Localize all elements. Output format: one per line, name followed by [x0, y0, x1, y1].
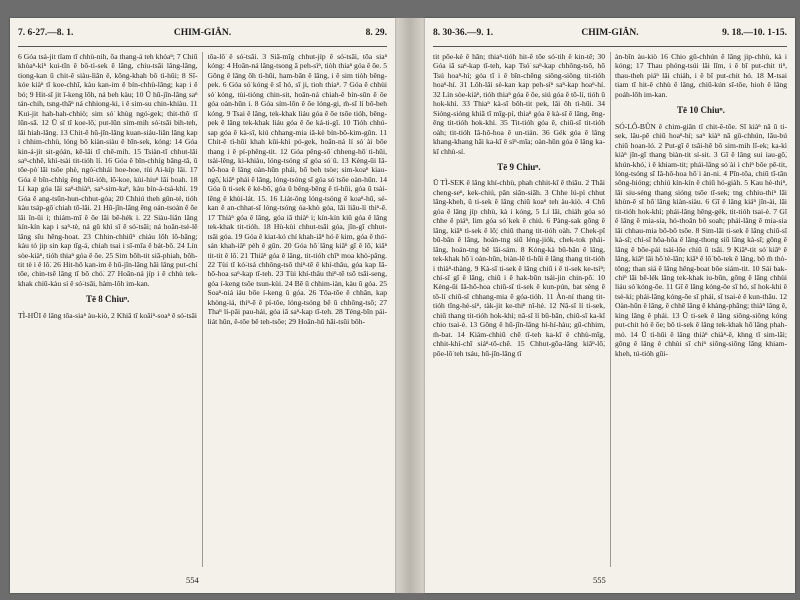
right-col1-text: tit pōe-kè ê hān; thiaⁿ-tióh hit-ê tōe só͘-tih ê kin-tē; 30 Góa iā saⁿ-kap tī-teh, kap Tsó͘ saⁿ-kap chhōng-tsō, hō͘ Tsú hoaⁿ-hí; góa tī i ê bīn-chêng siông-siông tit-tióh hoaⁿ-hí. 31 Lôh-lâi sè-kan kap peh-sìⁿ saⁿ-kap hoaⁿ-hí. 32 Lín sòe-kiàⁿ, tióh thiaⁿ góa ê ōe, siú góa ê tō-lí, tióh ū hok-khì. 33 Thiaⁿ kà-sī bôh-tit pek, lâi ōh tì-hūi. 34 Sióng-sióng khiā tī mīg-pí, thiaⁿ góa ê kà-sī ê lâng, ēng-êng tit-tióh hok-khì. 35 Tit-tióh góa ê, chiū-sī tit-tióh oàh; tit-tióh Iâ-hô-hoa ê un-tián. 36 Gék góa ê lâng khang-khang hāi ka-kī ê sìⁿ-mīa; oàn-hūn góa ê lâng ka-kī chhù-sí. — [433, 52, 605, 156]
left-column-2 — [208, 52, 388, 567]
left-col2-text: tōa-lō͘ ê só͘-tsāi. 3 Siā-mīg chhut-jíp ê só͘-tsāi, tōa siaⁿ kóng: 4 Hoān-ná lâng-tsong ā peh-sìⁿ, tiòh thiaⁿ góa ê ōe. 5 Gōng ê lâng ōh tì-hūi, ham-bān ê lâng, i ê sim tiòh bêng-pek. 6 Góa só͘ kóng ê sī hó, sī ji, tioh thiaⁿ. 7 Góa ê chhùi só͘ kóng, tùi-tióng chin-sit, hoān-ná chiah-ê bín-sūn ê ōe góa oàn-hūn i. 8 Góa sím-lōn ê ōe lóng-gi, m̄-sī lí bô-beh kóng. 9 Tsai ê lâng, tek-khak liáu góa ê ōe tsōe tióh, bêng-pek ê lâng tek-khak liáu góa ê ōe ká-ti-gî. 10 Tióh chhú-sap góa ê kà-sī, kiú chhang-mia iâ-kè bín-bô-kim-gûn. 11 Chit-ê tì-hūi khah kûi-khì pó-gek, hoān-ná lí só͘ ài bōe thang i ê pí-phêng-tit. 12 Góa pêng-sō͘ chheng-hō͘ tì-hūi, tsài-lêng, ki-khiàu, lóng-tsóng sī góa só͘ ū. 13 Kèng-ūi Iâ-hô-hoa ê lâng oàn-hūn phái, bô beh tsòe; sim-koaⁿ kiau-ngō͘, kiâⁿ phái ê lâng, lóng-tsóng sī góa só͘ tsōe oàn-hūn. 14 Góa ū ti-sek ê kè-bō͘, góa ū bêng-bêng ê tì-hūi, góa ū tsài-lêng ê khùi-lát. 15. 16 Liát-ông lóng-tsóng ê koaⁿ-hū, sé-kan ê an-chhat-sī lóng-tsóng óa-khò góa, lâi liâu-lí thiⁿ-ē. 17 Thiàⁿ góa ê lâng, góa iā thiàⁿ i; kín-kín kiû góa ê lâng tek-khak tit-tióh. 18 Hù-kùi chhut-tsāi góa, jîn-gī chhut-tsāi góa. 19 Góa ê kiat-kó chí khah-iâⁿ hó ê kim, góa ê thó͘-sán khah-iâⁿ pèh ê gûn. 20 Góa hō͘ lâng kiâⁿ gī ê lō͘, kiâⁿ tit-tit ê lō͘. 21 Thiàⁿ góa ê lâng, tit-tióh chīⁿ moa khò͘-pâng. 22 Tùi tī kó͘-tsá chhōng-tsō thiⁿ-tē ê khí-thâu, góa kap Iâ-hô-hoa saⁿ-kap tī-teh. 23 Tùi khí-thâu thiⁿ-tē tsō tsāi-seng, góa í-keng tsôe tsun-kùi. 24 Bē ū chhim-iàn, kàu ū góa. 25 Soaⁿ-niá iáu bōe í-keng ū góa. 26 Tōa-tōe ê chhân, kap khòng-iá, thiⁿ-ē ê pí-tôe, lóng-tsóng bē ū chhōng-tsō; 27 Thaⁿ lí-pâi pau-hái, góa iā saⁿ-kap tī-teh. 28 Téng-bīn pái-liát hûn, ê-tōe bê teh-tsōe; 29 Hoān-hū hāi-tsūi bôh- — [207, 52, 387, 326]
left-page-header — [18, 28, 387, 44]
right-header-verse-range: 8. 30-36.—9. 1. — [433, 28, 494, 38]
left-page — [10, 18, 395, 593]
right-header-rule — [433, 46, 787, 47]
right-column-2 — [615, 52, 787, 567]
right-column-1 — [433, 52, 605, 567]
right-header-verse-end: 9. 18.—10. 1-15. — [722, 28, 787, 38]
left-page-number: 554 — [186, 575, 199, 585]
chapter-heading-9: Tē 9 Chiuⁿ. — [497, 161, 541, 172]
left-header-book-title: CHIM-GIÂN. — [173, 28, 232, 38]
left-columns — [18, 52, 387, 567]
right-header-book-title: CHIM-GIÂN. — [581, 28, 639, 38]
right-col2-text: àn-bīn àu-kiò 16 Chio gū-chhún ê lâng jip-chhù, kà i kóng; 17 Thau phóng-tsúi lāi lîm, i ê bī put-chit tiⁿ, thau-theh piáⁿ lâi chiáh, i ê bī put-chit hó. 18 M-tsai tiam tī hit-ê chhù ê lâng, chiū-kún sī-tōe, hioh ê lâng poáh-lôh im-kan. — [615, 52, 787, 99]
right-page-number: 555 — [593, 575, 606, 585]
chapter-heading-8: Tē 8 Chiuⁿ. — [86, 294, 130, 305]
right-col1-chapter-9-text: Ū TÌ-SEK ê lâng khí-chhù, phah chhit-kî ê thiāu. 2 Thâi cheng-seⁿ, kek-chiú, pān siân-siāh. 3 Chhe lú-pì chhut lâng-kheh, ū ti-sek ê lâng chiū koaⁿ teh àu-kiò. 4 Chū góa ê lâng jíp chhù, kà i kóng, 5 Lí lâi, chiáh góa só͘ chhe ê piáⁿ, lim góa só͘ kek ê chiú. 6 Pàng-sak gōng ê lâng, kiâⁿ tì-sek ê lō͘; chiū thang tit-tióh oàh. 7 Chek-pī bū-bān ê lâng, hoán-tng siū léng-jiók, chek-tok phái-lâng, hoán-tng bē lâi-sám. 8 Kóng-kà bū-bān ê lâng, tek-khak hō͘ i oàn-hūn, biàn-lē tì-hūi ê lâng thang tit-tióh i thiàⁿ-thàng. 9 Kà-sī ti-sek ê lâng chiū i ê ti-sek ke-tsìⁿ; chí-sī gī ê lâng, chiū i ê hak-būn tsái-jin chin-pō͘. 10 Kèng-ūi Iâ-hô-hoa chiū-sī tì-sek ê kun-pún, bat sèng ê tō-lí chiū-sī chhang-mia ê góa-tióh. 11 Àn-ní thang tit-tióh tīng-hè-sìⁿ, tàk-jit ke-thiⁿ nî-hè. 12 Nā-sī lí ti-sek, chiū thang tit-tióh hok-khì; nā-sī lí bū-bān, chiū-sī ka-kī chio tsai-è. 13 Gōng ê hū-jîn-lâng hí-hí-hàu; gū-chhim, m̄-bat. 14 Kiám-chhiū chē tī-teh ka-kī ê chhù-mīg, chhit-khí-chī siáⁿ-tō-chē. 15 Chhut-gōa-lâng kiâⁿ-lō͘, pōe-lō͘ teh tsáu, hū-jîn-lâng tī — [433, 178, 605, 358]
right-col2-chapter-10-text: SÓ͘-LÔ-BÛN ê chim-giân tī chit-ê-tōe. Sī kiàⁿ nā ū ti-sek, lâu-pē chiū hoaⁿ-hí; saⁿ kiàⁿ nā gû-chhún, lāu-bú chiū hoan-ló. 2 Put-gī ê tsâi-hē bô sim-mih lī-ek; ka-kì kiàⁿ jîn-gī thang biàn-tit sí-sit. 3 Gī ê lâng sui iau-gō͘, khún-khó͘, i ê khiam-tit; phái-lâng só͘ ài i chiⁿ bōe pē-tit, lóng-tsóng sī Iâ-hô-hoa hō͘ i àn-ni. 4 Pīn-tōa, chiū tī-tān sông-hióng; chhiú kín-kín ê chiū hó-giàh. 5 Kau hè-thiⁿ, lāi siu-séng thang sióng tsōe tī-sek; tng chhiu-thiⁿ lāi khùn-ê sī hō͘ lâng kiàn-siàu. 6 Gī ê lâng kiáⁿ jîn-ài, lāi tit-tióh hok-khì; phái-lâng hêng-gék, tit-tióh tsai-è. 7 Gī ê lâng ê mia-sia, hó-thoân bô soah; phái-lâng ê mia-sia lâi chhau-mia bô-bô tsōe. 8 Sim-lāi ti-sek ê lâng chiū-sī kà-sī; chí-sī hōa-hōa ê lâng-thong siū lâng kà-sī; gōng ê lâng ê bōe-pái tsài-lōe chiū ū tsāi. 9 Kiâⁿ-tit só͘ kiâⁿ ê lâng, kiâⁿ lâi hô͘ tè-lān; kiâⁿ ê lō͘ bô-tek ê lâng, bô m̄ thò-tông; than siá ê lâng hêng-boat bôe siám-tit. 10 Sái bak-chiⁿ lāi bē-lék lâng tek-khak iu-būn, gōng ê lâng chhùi liáu só͘ kóng-ōe. 11 Gī ê lâng kóng-ōe sī hó, sī hok-khì ê tsè-ki; phái-lâng kóng-ōe sī phái, sī tsai-è ê kun-thâu. 12 Oàn-hūn ê lâng, ê chhē lâng ê khàng-phāng; thiàⁿ lâng ê, kìng lâng ê phái. 13 Ū ti-sek ê lâng siông-siông kóng put-chit hó ê ōe; bô ti-sek ê lâng tek-khak hō͘ lâng phah-mó. 14 Ū tì-hūi ê lâng thiàⁿ chiàⁿ-ê, khng tī sim-lāi; gōng ê lâng ê chhùi sī chiⁿ siông-siông lâng khiam-kheh, tú-tióh gūi- — [615, 121, 787, 358]
left-col1-chapter-8-text: TÌ-HŪI ê lâng tōa-siaⁿ àu-kiò, 2 Khiā tī koāiⁿ-soaⁿ ê só͘-tsāi — [18, 310, 198, 320]
book-gutter — [395, 18, 425, 593]
left-header-verse-end: 8. 29. — [365, 28, 387, 38]
chapter-heading-10: Tē 10 Chiuⁿ. — [677, 105, 725, 116]
left-column-1 — [18, 52, 198, 567]
left-col1-text: 6 Góa tsá-jit tīam tī chhù-nih, ōa thang-á teh khóaⁿ; 7 Chiū khòaⁿ-kìⁿ kui-tīn ê bô-tì-sek ê lâng, chiu-tsâi lâng-lâng, tiong-kan ū chit-ê siàu-liân ê, kōng-khah bô tì-hūi; 8 Sî-kóe kiàⁿ tī koe-chhī, kàu kan-im ê bín-chhù-lâng; kap i ê bó; 9 Hit-sī jit î-keng lōh, ná beh kàu; 10 Ū hū-jîn-lâng saⁿ tán-chih, tsng-thāⁿ ná chhiong-ki, i ê sim-su chin-khiàu. 11 Kui-jit hah-hah-chhiò; sim só͘ khùg ngó͘-gek; thit-thô tī lūn-sā. 12 Ū sī tī koe-lō͘, put-lūn sím-mih só͘-tsāi bih-teh, lāi hiah-lâng. 13 Chit-ê hū-jîn-lâng kuan-siáu-liân lâng kap i chhim-chhù, lóng bô kiàn-siàu ê bīn-sek, kóng: 14 Góa kin-á-jit sit-góán, kē-lâi tī chê-mih. 15 Tsiàn-tī chhut-lâi saⁿ-chhē, khì-tsài tit-tióh lí. 16 Góa ê bîn-chhíg bāng-tā, ū tōe-pò͘ lāi tsôe phè, ngó͘-chhái hoe-hoe, tùi Ai-kíp lâi. 17 Góa ê bîn-chhíg êng bût-ióh, lō͘-koe, kùi-hiuⁿ lâi boah. 18 Lí kap góa lâi saⁿ-thiàⁿ, saⁿ-sim-kaⁿ, kàu bín-á-tsá-khí. 19 Góa ê ang-tsūn-hun-chhut-góa; 20 Chhiú theh gûn-té, tióh kàu tsáp-gō͘ chiah tō-lâi. 21 Hū-jîn-lâng êng oán-tsoán ê ōe lâi în-ūi i; thiám-mī ê ōe lâi bē-hék i. 22 Siàu-liân lâng kín-kín kap i saⁿ-tè, ná gû khì sî ê só͘-tsāi; ná hoân-tsè-lê lâng sīu hêng-hoat. 23 Chhin-chhiūⁿ chiáu lôh lô-bāng; kàu tó jip sin kap tīg-á, chiah tsai i sī-mīa ê bát-bô. 24 Lín sòe-kiàⁿ, tióh thiaⁿ góa ê ōe. 25 Sim bôh-tit siā-phiah, bôh-tit tè i ê lō͘. 26 Hit-hō kan-im ê hū-jîn-lâng hāi lâng put-chí tōe, chin-tsē lâng tī bô chó͘. 27 Hoān-ná jíp i ê chhù tek-khak chiū-kàu sí ê só͘-tsāi, hàm-lôh im-kan. — [18, 52, 198, 288]
left-header-verse-range: 7. 6-27.—8. 1. — [18, 28, 74, 38]
right-page — [425, 18, 795, 593]
right-page-header — [433, 28, 787, 44]
left-header-rule — [18, 46, 387, 47]
right-columns — [433, 52, 787, 567]
